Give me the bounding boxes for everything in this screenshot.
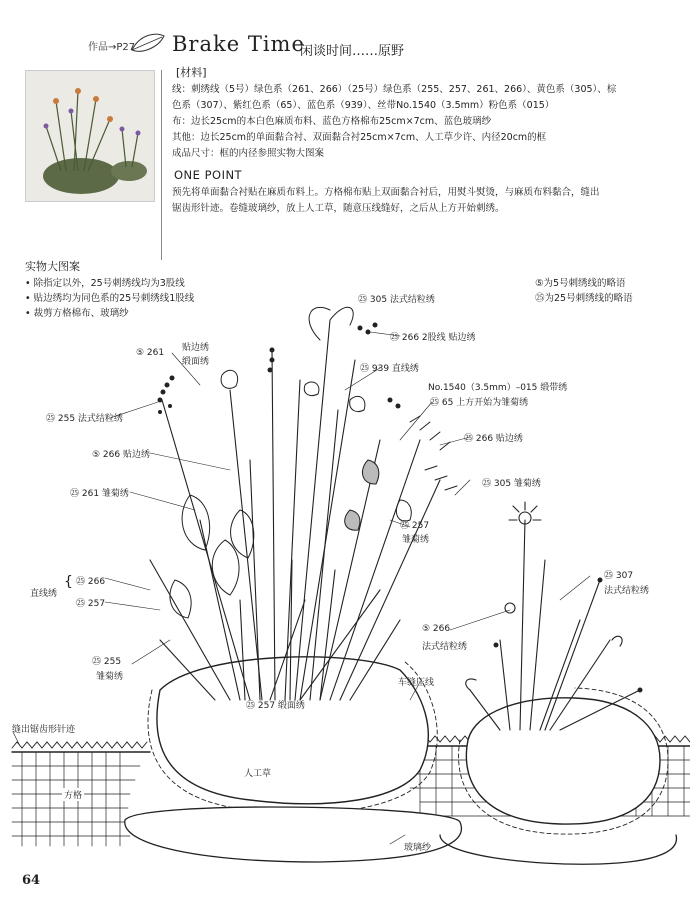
title-chinese: 闲谈时间……原野 [300,44,405,59]
note-item: • 除指定以外，25号刺绣线均为3股线 [25,278,185,289]
page-number: 64 [22,873,41,888]
title-english: Brake Time [172,32,305,56]
materials-line: 线：刺绣线（5号）绿色系（261、266）（25号）绿色系（255、257、261、266）、黄色系（305）、棕 [172,84,617,95]
label-5-266-french-knot: 法式结粒绣 [422,642,468,652]
label-5-261: ⑤ 261 [136,348,165,358]
label-261-daisy: ㉕ 261 雏菊绣 [70,489,129,499]
label-257-daisy: 雏菊绣 [402,535,430,545]
one-point-line: 预先将单面黏合衬贴在麻质布料上。方格棉布贴上双面黏合衬后，用熨斗熨烫，与麻质布料黏合，缝出 [172,187,600,198]
label-257-satin: ㉕ 257 缎面绣 [246,701,305,711]
note-item: • 贴边绣均为同色系的25号刺绣线1股线 [25,293,195,304]
legend-item: ⑤为5号刺绣线的略语 [535,278,626,289]
label-5-261-satin: 缎面绣 [182,357,210,367]
note-item: • 裁剪方格棉布、玻璃纱 [25,308,129,319]
label-checked-fabric: 方格 [62,788,84,801]
one-point-line: 锯齿形针迹。卷缝玻璃纱，放上人工草，随意压线缝好，之后从上方开始刺绣。 [172,203,505,214]
bracket-icon: { [64,574,73,590]
materials-line: 布：边长25cm的本白色麻质布料、蓝色方格棉布25cm×7cm、蓝色玻璃纱 [172,116,492,127]
label-machine-stitch: 车缝压线 [398,678,435,688]
label-5-261-outline: 贴边绣 [182,343,210,353]
label-257-straight: ㉕ 257 [76,599,106,609]
large-plant-flowers [221,307,365,411]
label-305-daisy: ㉕ 305 雏菊绣 [482,479,541,489]
label-305-french-knot: ㉕ 305 法式结粒绣 [358,295,435,305]
materials-line: 成品尺寸：框的内径参照实物大图案 [172,148,325,159]
label-266-straight: ㉕ 266 [76,577,106,587]
label-939-straight: ㉕ 939 直线绣 [360,364,419,374]
materials-line: 其他：边长25cm的单面黏合衬、双面黏合衬25cm×7cm、人工草少许、内径20cm的框 [172,132,547,143]
label-307: ㉕ 307 [604,571,634,581]
label-266-outline: ㉕ 266 贴边绣 [464,434,523,444]
materials-line: 色系（307）、紫红色系（65）、蓝色系（939）、丝带No.1540（3.5mm）粉色系（015） [172,100,555,111]
label-257: ㉕ 257 [400,521,430,531]
label-ribbon-1540: No.1540（3.5mm）–015 缎带绣 [428,383,568,393]
label-255-french-knot: ㉕ 255 法式结粒绣 [46,414,123,424]
label-artificial-grass: 人工草 [244,769,272,779]
label-266-2-strands: ㉕ 266 2股线 贴边绣 [390,333,476,343]
label-65-daisy: ㉕ 65 上方开始为雏菊绣 [430,398,529,408]
label-zigzag-stitch: 缝出锯齿形针迹 [12,725,76,735]
page-reference: 作品→P27 [88,42,136,53]
label-straight-stitch: 直线绣 [30,589,58,599]
large-plant-leaves [170,416,457,618]
one-point-heading: ONE POINT [174,168,243,182]
pattern-title: 实物大图案 [25,260,80,273]
materials-heading: [材料] [176,66,207,79]
small-mound [440,688,676,864]
label-255: ㉕ 255 [92,657,122,667]
label-255-daisy: 雏菊绣 [96,672,124,682]
legend-item: ㉕为25号刺绣线的略语 [535,293,633,304]
label-5-266-small: ⑤ 266 [422,624,451,634]
label-307-french-knot: 法式结粒绣 [604,586,650,596]
label-glass-gauze: 玻璃纱 [404,843,432,853]
label-5-266-outline: ⑤ 266 贴边绣 [92,450,150,460]
